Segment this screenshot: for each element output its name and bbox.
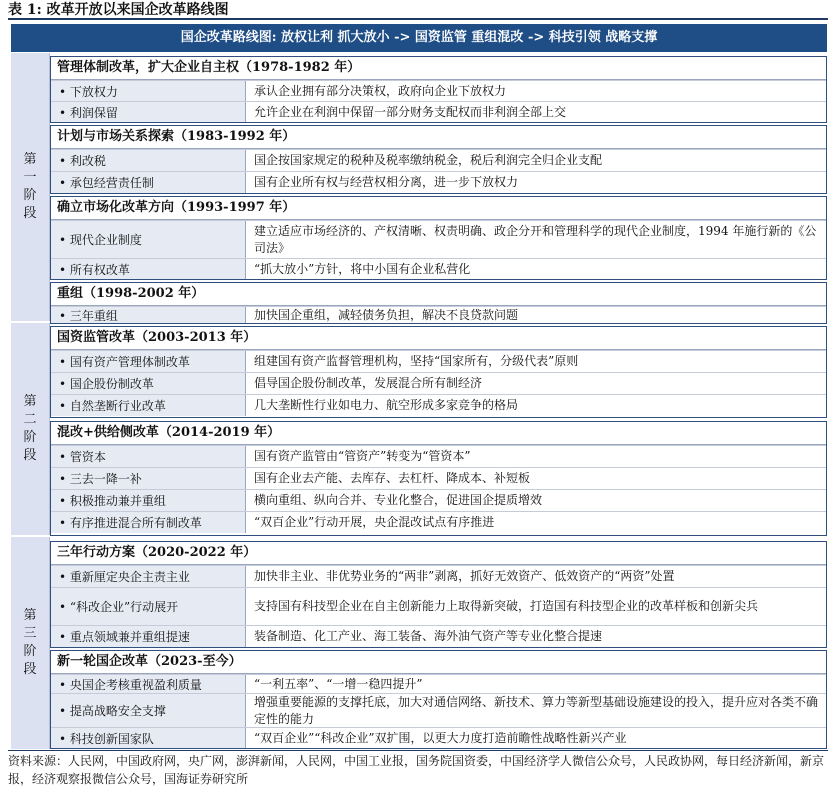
row-desc: 几大垄断性行业如电力、航空形成多家竞争的格局 (254, 398, 519, 412)
row-item: • 科技创新国家队 (51, 728, 246, 748)
stage-1-cell (11, 53, 50, 321)
table-row (51, 171, 826, 193)
section-title: 三年行动方案（2020-2022 年） (51, 542, 826, 565)
section-title: 混改+供给侧改革（2014-2019 年） (51, 422, 826, 445)
table-row (51, 587, 826, 625)
row-desc: “双百企业”行动开展，央企混改试点有序推进 (254, 515, 495, 529)
row-desc: 建立适应市场经济的、产权清晰、权责明确、政企分开和管理科学的现代企业制度，1994 年施行新的《公司法》 (254, 223, 817, 255)
table-title: 表 1: 改革开放以来国企改革路线图 (8, 2, 229, 18)
row-desc: 允许企业在利润中保留一部分财务支配权而非利润全部上交 (254, 104, 567, 119)
row-desc: 国有企业所有权与经营权相分离，进一步下放权力 (254, 175, 519, 189)
section-1-4 (50, 282, 827, 324)
section-title: 重组（1998-2002 年） (51, 283, 826, 306)
row-desc: 组建国有资产监督管理机构，坚持“国家所有，分级代表”原则 (254, 354, 579, 368)
stage-3-cell (11, 537, 50, 749)
row-item: • 承包经营责任制 (51, 172, 246, 193)
row-desc: “一利五率”、“一增一稳四提升” (254, 676, 423, 691)
row-desc: 倡导国企股份制改革，发展混合所有制经济 (254, 376, 483, 390)
stage-2-cell (11, 323, 50, 535)
section-title: 国资监管改革（2003-2013 年） (51, 327, 826, 350)
section-2-1 (50, 326, 827, 418)
table-row (51, 727, 826, 748)
row-item: • 所有权改革 (51, 259, 246, 279)
row-item: • 积极推动兼并重组 (51, 490, 246, 511)
section-1-1 (50, 56, 827, 123)
table-row (51, 467, 826, 489)
table-row (51, 258, 826, 279)
row-item: • 现代企业制度 (51, 221, 246, 258)
table-row (51, 625, 826, 647)
table-row (51, 149, 826, 171)
row-item: • 央国企考核重视盈利质量 (51, 675, 246, 693)
source-note: 资料来源：人民网，中国政府网，央广网，澎湃新闻，人民网，中国工业报，国务院国资委，中国经济学人微信公众号，人民政协网，每日经济新闻，新京报，经济观察报微信公众号，国海证券研究所 (8, 754, 825, 786)
section-3-1 (50, 541, 827, 648)
table-row (51, 445, 826, 467)
row-desc: 国有企业去产能、去库存、去杠杆、降成本、补短板 (254, 471, 531, 485)
row-item: • 国有资产管理体制改革 (51, 351, 246, 372)
row-item: • 有序推进混合所有制改革 (51, 512, 246, 533)
row-item: • 三去一降一补 (51, 468, 246, 489)
row-item: • “科改企业”行动展开 (51, 588, 246, 625)
table-row (51, 693, 826, 727)
table-header: 国企改革路线图: 放权让利 抓大放小 -> 国资监管 重组混改 -> 科技引领 战略支撑 (11, 24, 827, 52)
row-desc: 加快非主业、非优势业务的“两非”剥离，抓好无效资产、低效资产的“两资”处置 (254, 569, 675, 583)
table-row (51, 101, 826, 122)
row-item: • 重点领域兼并重组提速 (51, 626, 246, 647)
title-rule (8, 18, 828, 20)
table-row (51, 80, 826, 101)
table-row (51, 350, 826, 372)
row-desc: “抓大放小”方针，将中小国有企业私营化 (254, 261, 471, 276)
row-desc: 增强重要能源的支撑托底，加大对通信网络、新技术、算力等新型基础设施建设的投入，提升应对各类不确定性的能力 (254, 694, 819, 726)
table-row (51, 372, 826, 394)
section-1-3 (50, 196, 827, 280)
stage-1-label: 第一阶段 (23, 152, 37, 221)
row-item: • 利润保留 (51, 102, 246, 122)
section-title: 计划与市场关系探索（1983-1992 年） (51, 126, 826, 149)
row-item: • 管资本 (51, 446, 246, 467)
table-row (51, 565, 826, 587)
row-item: • 三年重组 (51, 307, 246, 323)
section-1-2 (50, 125, 827, 194)
stage-2-label: 第二阶段 (23, 394, 37, 463)
table-row (51, 674, 826, 693)
row-desc: 支持国有科技型企业在自主创新能力上取得新突破，打造国有科技型企业的改革样板和创新尖兵 (254, 599, 759, 613)
row-desc: “双百企业”“科改企业”双扩围，以更大力度打造前瞻性战略性新兴产业 (254, 730, 627, 745)
row-desc: 国企按国家规定的税种及税率缴纳税金，税后利润完全归企业支配 (254, 153, 603, 167)
section-3-2 (50, 650, 827, 749)
table-row (51, 511, 826, 533)
row-desc: 国有资产监管由“管资产”转变为“管资本” (254, 449, 471, 463)
row-desc: 装备制造、化工产业、海工装备、海外油气资产等专业化整合提速 (254, 629, 603, 643)
row-item: • 利改税 (51, 150, 246, 171)
row-item: • 重新厘定央企主责主业 (51, 566, 246, 587)
section-title: 管理体制改革，扩大企业自主权（1978-1982 年） (51, 57, 826, 80)
table-row (51, 306, 826, 323)
section-2-2 (50, 421, 827, 536)
row-item: • 自然垄断行业改革 (51, 395, 246, 416)
section-title: 确立市场化改革方向（1993-1997 年） (51, 197, 826, 220)
stage-3-label: 第三阶段 (23, 608, 37, 677)
row-item: • 国企股份制改革 (51, 373, 246, 394)
row-desc: 加快国企重组，减轻债务负担，解决不良贷款问题 (254, 307, 519, 322)
table-row (51, 394, 826, 416)
row-item: • 提高战略安全支撑 (51, 694, 246, 727)
row-item: • 下放权力 (51, 81, 246, 101)
table-row (51, 220, 826, 258)
section-title: 新一轮国企改革（2023-至今） (51, 651, 826, 674)
row-desc: 横向重组、纵向合并、专业化整合，促进国企提质增效 (254, 493, 543, 507)
table-row (51, 489, 826, 511)
bottom-rule (8, 750, 828, 751)
row-desc: 承认企业拥有部分决策权，政府向企业下放权力 (254, 83, 507, 98)
